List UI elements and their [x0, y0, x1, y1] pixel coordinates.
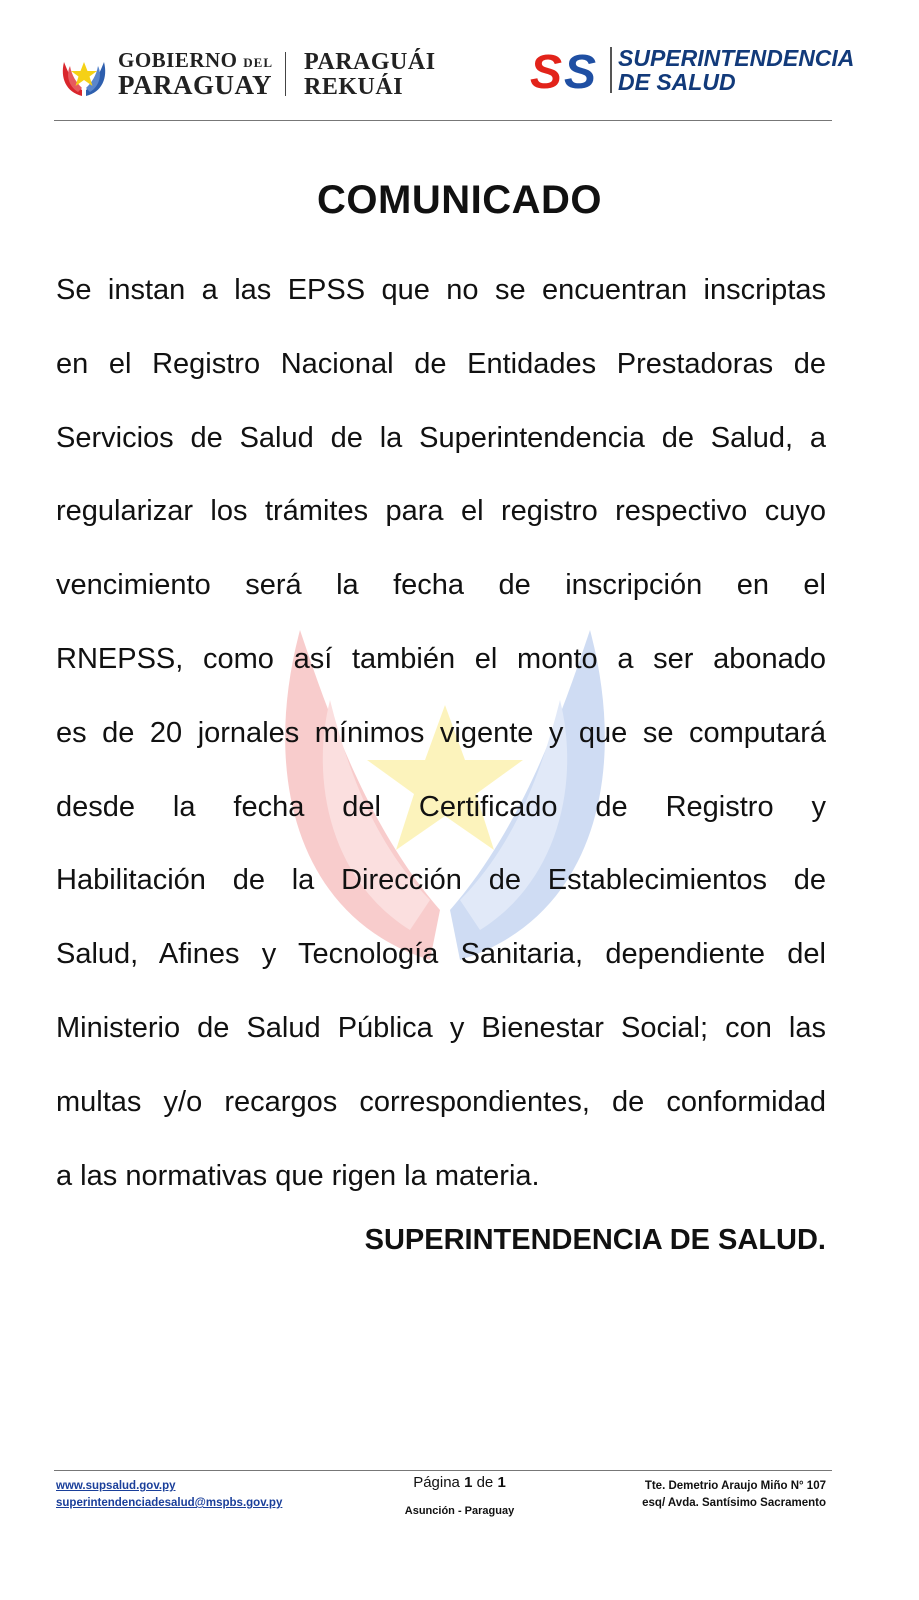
body-line: en el Registro Nacional de Entidades Prestadoras de — [56, 347, 826, 380]
paraguay-emblem-icon — [56, 46, 112, 102]
address-line1: Tte. Demetrio Araujo Miño N° 107 — [644, 1480, 826, 1492]
body-line: desde la fecha del Certificado de Registro y — [56, 790, 826, 823]
body-line: Salud, Afines y Tecnología Sanitaria, dependiente del — [56, 938, 826, 971]
gov-word-del: DEL — [243, 54, 274, 70]
page-of: de — [476, 1474, 494, 1491]
ss-name — [618, 46, 854, 94]
body-line: multas y/o recargos correspondientes, de conformidad — [56, 1085, 826, 1118]
gov-divider — [285, 52, 286, 96]
signature: SUPERINTENDENCIA DE SALUD. — [364, 1224, 826, 1256]
header-divider — [54, 120, 832, 121]
ss-name-line1: SUPERINTENDENCIA — [618, 45, 855, 71]
document-header — [56, 42, 855, 120]
website-link[interactable]: www.supsalud.gov.py — [56, 1480, 176, 1492]
footer-divider — [54, 1470, 832, 1471]
ss-logo-icon — [530, 46, 604, 94]
address-line2: esq/ Avda. Santísimo Sacramento — [642, 1497, 826, 1509]
ss-divider — [610, 47, 612, 93]
ss-name-line2: DE SALUD — [618, 69, 736, 96]
gov-word-gobierno: GOBIERNO — [118, 47, 238, 72]
page-number: 1 — [464, 1474, 473, 1491]
government-logo — [56, 46, 436, 102]
body-line: Habilitación de la Dirección de Establecimientos de — [56, 864, 826, 897]
body-line: es de 20 jornales mínimos vigente y que se computará — [56, 716, 826, 749]
body-line: vencimiento será la fecha de inscripción en el — [56, 569, 826, 602]
page-total: 1 — [497, 1474, 506, 1491]
body-line: a las normativas que rigen la materia. — [56, 1159, 540, 1192]
gov-guarani-line1: PARAGUÁI — [304, 48, 436, 75]
gov-guarani-line2: REKUÁI — [304, 73, 404, 100]
body-line: Se instan a las EPSS que no se encuentran inscriptas — [56, 274, 826, 306]
page-word: Página — [413, 1474, 460, 1491]
superintendencia-logo — [530, 46, 854, 94]
gov-name-guarani — [304, 50, 436, 99]
email-link[interactable]: superintendenciadesalud@mspbs.gov.py — [56, 1497, 283, 1509]
body-line: regularizar los trámites para el registro respectivo cuyo — [56, 495, 826, 528]
gov-name — [118, 47, 274, 100]
svg-text:S: S — [530, 46, 563, 95]
footer-address — [642, 1478, 826, 1512]
document-body — [56, 254, 826, 1213]
body-line: RNEPSS, como así también el monto a ser abonado — [56, 642, 826, 675]
body-line: Servicios de Salud de la Superintendencia de Salud, a — [56, 421, 826, 454]
body-line: Ministerio de Salud Pública y Bienestar Social; con las — [56, 1011, 826, 1044]
document-title: COMUNICADO — [317, 178, 602, 222]
svg-text:S: S — [564, 46, 597, 95]
footer-city: Asunción - Paraguay — [404, 1505, 515, 1517]
gov-word-paraguay: PARAGUAY — [118, 69, 273, 100]
